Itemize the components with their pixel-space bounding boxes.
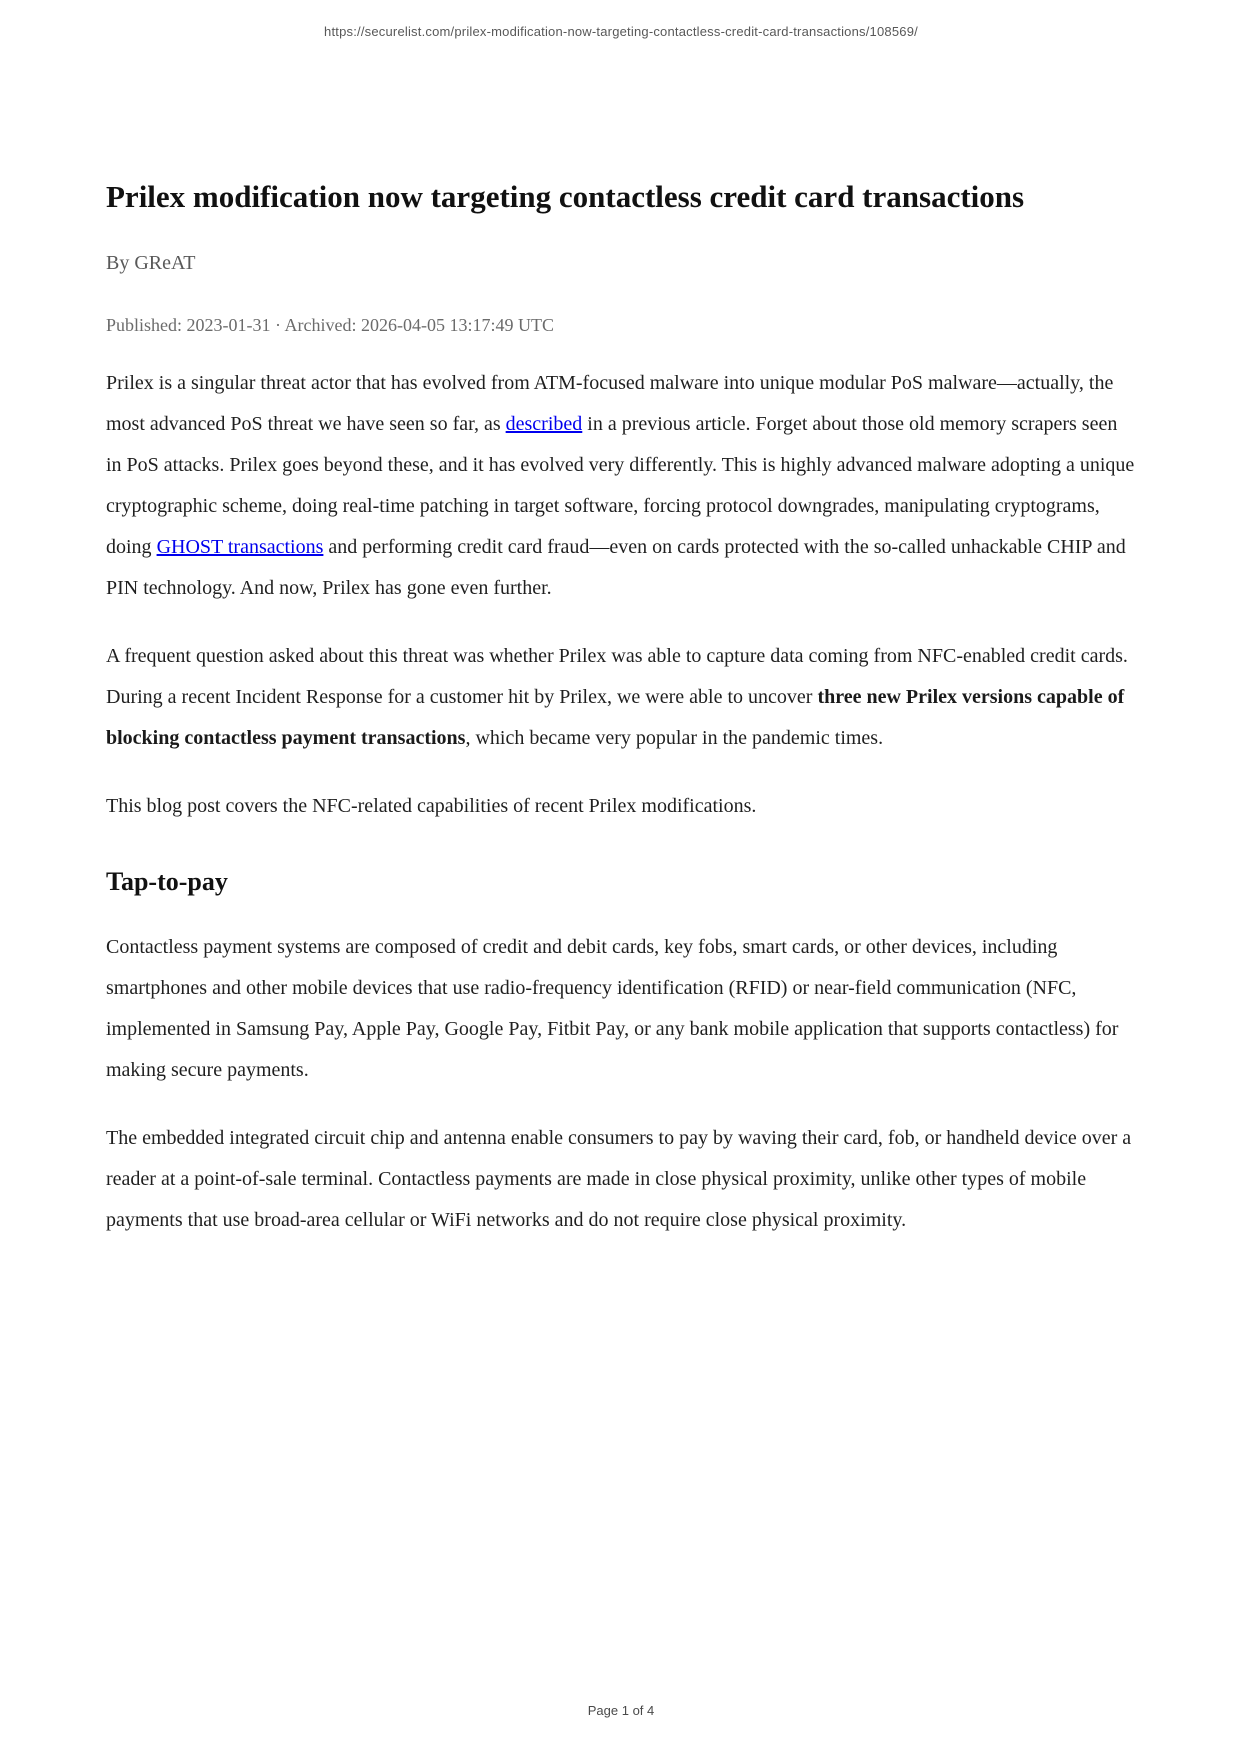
page-title: Prilex modification now targeting contactless credit card transactions	[106, 179, 1025, 214]
paragraph-embedded-chip: The embedded integrated circuit chip and antenna enable consumers to pay by waving their card, fob, or handheld device over a reader at a point-of-sale terminal. Contactless payments are made in close physical proximity, unlike other types of mobile payments that use broad-area cellular or WiFi networks and do not require close physical proximity.	[106, 1127, 1132, 1232]
section-heading-tap-to-pay: Tap-to-pay	[106, 867, 228, 897]
published-archived-line: Published: 2023-01-31 · Archived: 2026-04-05 13:17:49 UTC	[106, 315, 554, 336]
paragraph-intro: Prilex is a singular threat actor that has evolved from ATM-focused malware into unique modular PoS malware—actually, the most advanced PoS threat we have seen so far, as described in a previous article. Forget about those old memory scrapers seen in PoS attacks. Prilex goes beyond these, and it has evolved very differently. This is highly advanced malware adopting a unique cryptographic scheme, doing real-time patching in target software, forcing protocol downgrades, manipulating cryptograms, doing GHOST transactions and performing credit card fraud—even on cards protected with the so-called unhackable CHIP and PIN technology. And now, Prilex has gone even further.	[106, 372, 1135, 600]
page-indicator: Page 1 of 4	[587, 1703, 655, 1718]
byline: By GReAT	[106, 252, 196, 275]
paragraph-contactless-systems: Contactless payment systems are composed of credit and debit cards, key fobs, smart cards, or other devices, including smartphones and other mobile devices that use radio-frequency identification (RFID) or near-field communication (NFC, implemented in Samsung Pay, Apple Pay, Google Pay, Fitbit Pay, or any bank mobile application that supports contactless) for making secure payments.	[106, 936, 1119, 1082]
described-link[interactable]: described	[505, 413, 583, 436]
paragraph-blog-scope: This blog post covers the NFC-related capabilities of recent Prilex modifications.	[106, 795, 757, 818]
paragraph-nfc-question: A frequent question asked about this threat was whether Prilex was able to capture data coming from NFC-enabled credit cards. During a recent Incident Response for a customer hit by Prilex, we were able to uncover three new Prilex versions capable of blocking contactless payment transactions, which became very popular in the pandemic times.	[106, 645, 1128, 750]
bold-key-finding: three new Prilex versions capable of blocking contactless payment transactions	[106, 686, 1125, 750]
print-header-url: https://securelist.com/prilex-modification-now-targeting-contactless-credit-card-transactions/108569/	[324, 24, 918, 39]
ghost-transactions-link[interactable]: GHOST transactions	[156, 536, 324, 559]
print-footer	[0, 1703, 1242, 1718]
